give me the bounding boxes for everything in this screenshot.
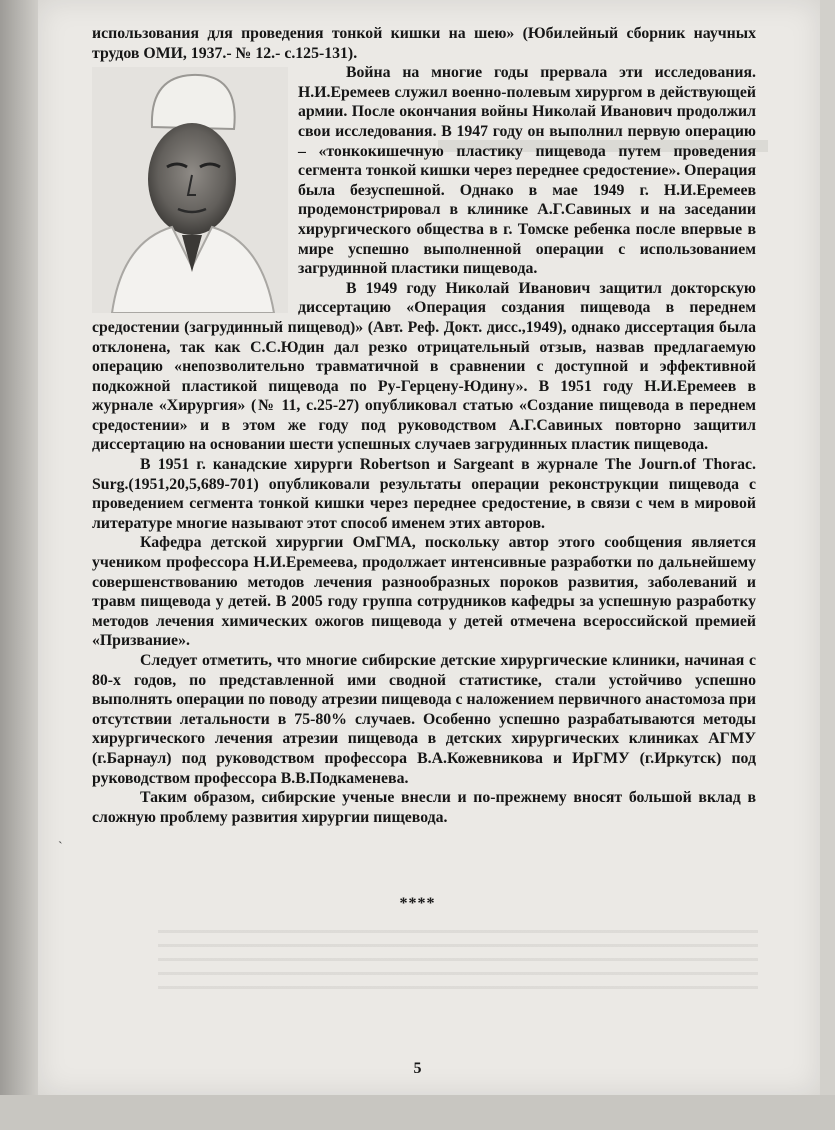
page-number: 5 bbox=[413, 1060, 422, 1077]
paragraph bbox=[92, 63, 756, 279]
scan-edge bbox=[0, 0, 38, 1130]
paragraph: Кафедра детской хирургии ОмГМА, поскольку автор этого сообщения является учеником профессора Н.И.Еремеева, продолжает интенсивные разработки по дальнейшему совершенствованию методов лечения разнообразных пороков развития, заболеваний и травм пищевода у детей. В 2005 году группа сотрудников кафедры за успешную разработку методов лечения химических ожогов пищевода у детей отмечена всероссийской премией «Призвание». bbox=[92, 534, 756, 650]
paragraph: Таким образом, сибирские ученые внесли и по-прежнему вносят большой вклад в сложную проблему развития хирургии пищевода. bbox=[92, 789, 756, 826]
paragraph: Следует отметить, что многие сибирские детские хирургические клиники, начиная с 80-х годов, по представленной ими сводной статистике, стали устойчиво успешно выполнять операции по поводу атрезии пищевода с наложением первичного анастомоза при отсутствии летальности в 75-80% случаев. Особенно успешно разрабатываются методы хирургического лечения атрезии пищевода в детских хирургических клиниках АГМУ (г.Барнаул) под руководством профессора В.А.Кожевникова и ИрГМУ (г.Иркутск) под руководством профессора В.В.Подкаменева. bbox=[92, 652, 756, 787]
article-body bbox=[92, 24, 756, 827]
paragraph-text: Война на многие годы прервала эти исследования. Н.И.Еремеев служил военно-полевым хирургом в действующей армии. После окончания войны Николай Иванович продолжил свои исследования. В 1947 году он выполнил первую операцию – «тонкокишечную пластику пищевода путем проведения сегмента тонкой кишки через переднее средостение». Операция была безуспешной. Однако в мае 1949 г. Н.И.Еремеев продемонстрировал в клинике А.Г.Савиных и на заседании хирургического общества в г. Томске ребенка после впервые в мире успешно выполненной операции с использованием загрудинной пластики пищевода. bbox=[298, 64, 756, 278]
stray-mark: ` bbox=[58, 840, 63, 855]
scan-bottom bbox=[0, 1095, 835, 1130]
paragraph: использования для проведения тонкой кишки на шею» (Юбилейный сборник научных трудов ОМИ, 1937.- № 12.- с.125-131). bbox=[92, 25, 756, 62]
paragraph: В 1949 году Николай Иванович защитил докторскую диссертацию «Операция создания пищевода в переднем средостении (загрудинный пищевод)» (Авт. Реф. Докт. дисс.,1949), однако диссертация была отклонена, так как С.С.Юдин дал резко отрицательный отзыв, назвав предлагаемую операцию «непозволительно травматичной в сравнении с доступной и эффективной подкожной пластикой пищевода по Ру-Герцену-Юдину». В 1951 году Н.И.Еремеев в журнале «Хирургия» (№ 11, с.25-27) опубликовал статью «Создание пищевода в переднем средостении» и в этом же году под руководством А.Г.Савиных повторно защитил диссертацию на основании шести успешных случаев загрудинных пластик пищевода. bbox=[92, 279, 756, 454]
paragraph: В 1951 г. канадские хирурги Robertson и Sargeant в журнале The Journ.of Thorac. Surg.(1951,20,5,689-701) опубликовали результаты операции реконструкции пищевода с проведением сегмента тонкой кишки через переднее средостение, в связи с чем в мировой литературе многие называют этот способ именем этих авторов. bbox=[92, 456, 756, 532]
bleed-through bbox=[158, 930, 758, 990]
section-separator: **** bbox=[399, 895, 436, 912]
portrait-photo bbox=[92, 67, 288, 313]
